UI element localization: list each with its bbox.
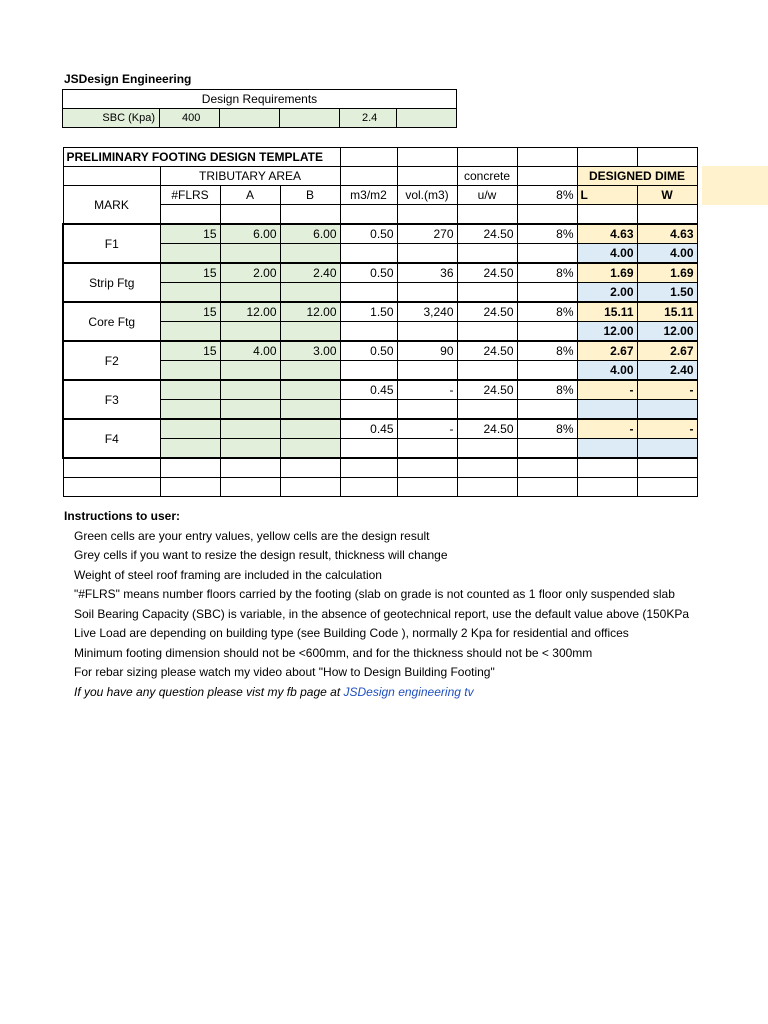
cell xyxy=(637,148,697,167)
width-resize-cell[interactable]: 12.00 xyxy=(637,322,697,342)
a-header: A xyxy=(220,186,280,205)
entry-cell[interactable] xyxy=(220,361,280,381)
width-resize-cell[interactable] xyxy=(637,439,697,459)
design-requirements-table xyxy=(62,89,457,128)
instruction-line: Green cells are your entry values, yellow cells are the design result xyxy=(74,528,430,543)
cell xyxy=(340,283,397,303)
volume-cell: 3,240 xyxy=(397,302,457,322)
concrete-header: concrete xyxy=(457,167,517,186)
cell xyxy=(457,205,517,225)
entry-cell[interactable] xyxy=(280,283,340,303)
cell xyxy=(637,205,697,225)
unit-weight-cell: 24.50 xyxy=(457,263,517,283)
volume-cell: 270 xyxy=(397,224,457,244)
cell xyxy=(517,322,577,342)
cell xyxy=(457,458,517,478)
tributary-area-header: TRIBUTARY AREA xyxy=(160,167,340,186)
table-title: PRELIMINARY FOOTING DESIGN TEMPLATE xyxy=(63,148,340,167)
cell xyxy=(340,478,397,497)
entry-cell[interactable] xyxy=(160,283,220,303)
cell xyxy=(340,205,397,225)
volume-cell: 36 xyxy=(397,263,457,283)
designed-dimension-header: DESIGNED DIME xyxy=(577,167,697,186)
cell xyxy=(517,205,577,225)
table-row xyxy=(63,263,697,283)
cell xyxy=(517,283,577,303)
table-row xyxy=(63,302,697,322)
width-result-cell: 4.63 xyxy=(637,224,697,244)
cell xyxy=(577,478,637,497)
length-resize-cell[interactable]: 2.00 xyxy=(577,283,637,303)
cell xyxy=(397,244,457,264)
length-resize-cell[interactable]: 12.00 xyxy=(577,322,637,342)
fb-page-text: If you have any question please vist my fb page at xyxy=(74,684,344,699)
entry-cell[interactable] xyxy=(160,400,220,420)
table-row xyxy=(63,224,697,244)
flrs-header: #FLRS xyxy=(160,186,220,205)
area-b-cell[interactable]: 12.00 xyxy=(280,302,340,322)
area-b-cell[interactable] xyxy=(280,380,340,400)
table-row xyxy=(63,419,697,439)
percent-cell: 8% xyxy=(517,419,577,439)
m3m2-header: m3/m2 xyxy=(340,186,397,205)
cell xyxy=(280,458,340,478)
cell xyxy=(340,167,397,186)
entry-cell[interactable] xyxy=(160,322,220,342)
cell xyxy=(577,205,637,225)
percent-cell: 8% xyxy=(517,224,577,244)
sbc-label: SBC (Kpa) xyxy=(63,109,160,128)
entry-cell[interactable] xyxy=(220,244,280,264)
w-header: W xyxy=(637,186,697,205)
cell xyxy=(397,167,457,186)
designed-dim-header-overflow xyxy=(702,166,768,205)
area-a-cell[interactable]: 6.00 xyxy=(220,224,280,244)
cell xyxy=(517,458,577,478)
cell xyxy=(397,400,457,420)
floors-cell[interactable]: 15 xyxy=(160,302,220,322)
footing-mark: Core Ftg xyxy=(63,302,160,341)
width-resize-cell[interactable]: 2.40 xyxy=(637,361,697,381)
entry-cell[interactable] xyxy=(280,439,340,459)
req-empty-cell[interactable] xyxy=(397,109,457,128)
req-value2-cell[interactable]: 2.4 xyxy=(340,109,397,128)
percent-cell: 8% xyxy=(517,380,577,400)
cell xyxy=(340,244,397,264)
cell xyxy=(397,478,457,497)
cell xyxy=(637,458,697,478)
l-header: L xyxy=(577,186,637,205)
entry-cell[interactable] xyxy=(280,400,340,420)
cell xyxy=(457,439,517,459)
cell xyxy=(637,478,697,497)
table-row xyxy=(63,478,697,497)
cell xyxy=(457,478,517,497)
cell xyxy=(577,458,637,478)
volume-cell: - xyxy=(397,380,457,400)
fb-page-link[interactable]: JSDesign engineering tv xyxy=(343,684,474,699)
cell xyxy=(517,361,577,381)
vol-header: vol.(m3) xyxy=(397,186,457,205)
cell xyxy=(517,244,577,264)
cell xyxy=(160,478,220,497)
m3m2-cell: 0.50 xyxy=(340,224,397,244)
cell xyxy=(517,148,577,167)
cell xyxy=(340,322,397,342)
cell xyxy=(517,167,577,186)
unit-weight-cell: 24.50 xyxy=(457,341,517,361)
area-b-cell[interactable] xyxy=(280,419,340,439)
instruction-line: For rebar sizing please watch my video about "How to Design Building Footing" xyxy=(74,665,495,679)
footing-mark: F2 xyxy=(63,341,160,380)
instruction-line: "#FLRS" means number floors carried by the footing (slab on grade is not counted as 1 floor only suspended slab xyxy=(74,587,675,601)
floors-cell[interactable]: 15 xyxy=(160,341,220,361)
percent-cell: 8% xyxy=(517,263,577,283)
unit-weight-cell: 24.50 xyxy=(457,419,517,439)
uw-header: u/w xyxy=(457,186,517,205)
length-result-cell: - xyxy=(577,419,637,439)
cell xyxy=(220,458,280,478)
area-a-cell[interactable]: 12.00 xyxy=(220,302,280,322)
percent-cell: 8% xyxy=(517,302,577,322)
instruction-line: Live Load are depending on building type (see Building Code ), normally 2 Kpa for residential and offices xyxy=(74,626,629,640)
cell xyxy=(517,439,577,459)
mark-header: MARK xyxy=(63,186,160,225)
cell xyxy=(397,361,457,381)
footing-mark: Strip Ftg xyxy=(63,263,160,302)
entry-cell[interactable] xyxy=(160,361,220,381)
length-result-cell: 1.69 xyxy=(577,263,637,283)
cell xyxy=(397,148,457,167)
width-result-cell: - xyxy=(637,419,697,439)
footing-mark: F1 xyxy=(63,224,160,263)
width-resize-cell[interactable] xyxy=(637,400,697,420)
cell xyxy=(457,400,517,420)
cell xyxy=(160,458,220,478)
cell xyxy=(397,322,457,342)
floors-cell[interactable] xyxy=(160,419,220,439)
company-name: JSDesign Engineering xyxy=(64,72,192,86)
area-a-cell[interactable] xyxy=(220,419,280,439)
entry-cell[interactable] xyxy=(160,439,220,459)
cell xyxy=(340,400,397,420)
entry-cell[interactable] xyxy=(160,244,220,264)
footing-mark: F4 xyxy=(63,419,160,458)
cell xyxy=(280,205,340,225)
cell xyxy=(457,244,517,264)
floors-cell[interactable]: 15 xyxy=(160,263,220,283)
area-b-cell[interactable]: 6.00 xyxy=(280,224,340,244)
m3m2-cell: 0.50 xyxy=(340,263,397,283)
entry-cell[interactable] xyxy=(280,322,340,342)
sbc-value-cell[interactable]: 400 xyxy=(160,109,220,128)
cell xyxy=(340,361,397,381)
design-requirements-title: Design Requirements xyxy=(63,90,457,109)
cell xyxy=(397,439,457,459)
cell xyxy=(63,478,160,497)
unit-weight-cell: 24.50 xyxy=(457,224,517,244)
width-result-cell: 15.11 xyxy=(637,302,697,322)
table-row xyxy=(63,458,697,478)
cell xyxy=(577,148,637,167)
m3m2-cell: 0.50 xyxy=(340,341,397,361)
length-result-cell: 4.63 xyxy=(577,224,637,244)
instructions-heading: Instructions to user: xyxy=(64,509,181,523)
area-a-cell[interactable]: 4.00 xyxy=(220,341,280,361)
cell xyxy=(517,400,577,420)
volume-cell: - xyxy=(397,419,457,439)
entry-cell[interactable] xyxy=(220,400,280,420)
width-result-cell: 2.67 xyxy=(637,341,697,361)
cell xyxy=(340,148,397,167)
area-b-cell[interactable]: 3.00 xyxy=(280,341,340,361)
footing-mark: F3 xyxy=(63,380,160,419)
fb-page-line xyxy=(64,683,714,703)
width-result-cell: 1.69 xyxy=(637,263,697,283)
cell xyxy=(457,361,517,381)
cell xyxy=(397,283,457,303)
unit-weight-cell: 24.50 xyxy=(457,302,517,322)
entry-cell[interactable] xyxy=(280,361,340,381)
m3m2-cell: 0.45 xyxy=(340,419,397,439)
cell xyxy=(280,478,340,497)
cell xyxy=(63,167,160,186)
unit-weight-cell: 24.50 xyxy=(457,380,517,400)
width-result-cell: - xyxy=(637,380,697,400)
length-resize-cell[interactable] xyxy=(577,439,637,459)
cell xyxy=(397,458,457,478)
cell xyxy=(457,148,517,167)
entry-cell[interactable] xyxy=(220,283,280,303)
length-resize-cell[interactable]: 4.00 xyxy=(577,361,637,381)
width-resize-cell[interactable]: 1.50 xyxy=(637,283,697,303)
entry-cell[interactable] xyxy=(280,244,340,264)
table-row xyxy=(63,380,697,400)
cell xyxy=(63,458,160,478)
req-empty-cell[interactable] xyxy=(220,109,280,128)
cell xyxy=(160,205,220,225)
length-result-cell: 15.11 xyxy=(577,302,637,322)
instruction-line: Grey cells if you want to resize the design result, thickness will change xyxy=(74,548,448,562)
instruction-line: Soil Bearing Capacity (SBC) is variable, in the absence of geotechnical report, use the default value above (150KPa xyxy=(74,606,690,621)
pct-header: 8% xyxy=(517,186,577,205)
length-resize-cell[interactable]: 4.00 xyxy=(577,244,637,264)
cell xyxy=(220,205,280,225)
cell xyxy=(340,439,397,459)
length-resize-cell[interactable] xyxy=(577,400,637,420)
floors-cell[interactable] xyxy=(160,380,220,400)
area-b-cell[interactable]: 2.40 xyxy=(280,263,340,283)
entry-cell[interactable] xyxy=(220,439,280,459)
req-empty-cell[interactable] xyxy=(280,109,340,128)
b-header: B xyxy=(280,186,340,205)
table-row xyxy=(63,341,697,361)
instruction-line: Minimum footing dimension should not be <600mm, and for the thickness should not be < 300mm xyxy=(74,645,593,660)
cell xyxy=(220,478,280,497)
area-a-cell[interactable]: 2.00 xyxy=(220,263,280,283)
instructions-block xyxy=(64,507,714,702)
length-result-cell: 2.67 xyxy=(577,341,637,361)
percent-cell: 8% xyxy=(517,341,577,361)
cell xyxy=(457,283,517,303)
floors-cell[interactable]: 15 xyxy=(160,224,220,244)
length-result-cell: - xyxy=(577,380,637,400)
area-a-cell[interactable] xyxy=(220,380,280,400)
m3m2-cell: 0.45 xyxy=(340,380,397,400)
entry-cell[interactable] xyxy=(220,322,280,342)
m3m2-cell: 1.50 xyxy=(340,302,397,322)
cell xyxy=(397,205,457,225)
cell xyxy=(340,458,397,478)
footing-design-table xyxy=(62,147,698,497)
cell xyxy=(457,322,517,342)
instruction-line: Weight of steel roof framing are included in the calculation xyxy=(74,567,382,582)
cell xyxy=(517,478,577,497)
volume-cell: 90 xyxy=(397,341,457,361)
width-resize-cell[interactable]: 4.00 xyxy=(637,244,697,264)
